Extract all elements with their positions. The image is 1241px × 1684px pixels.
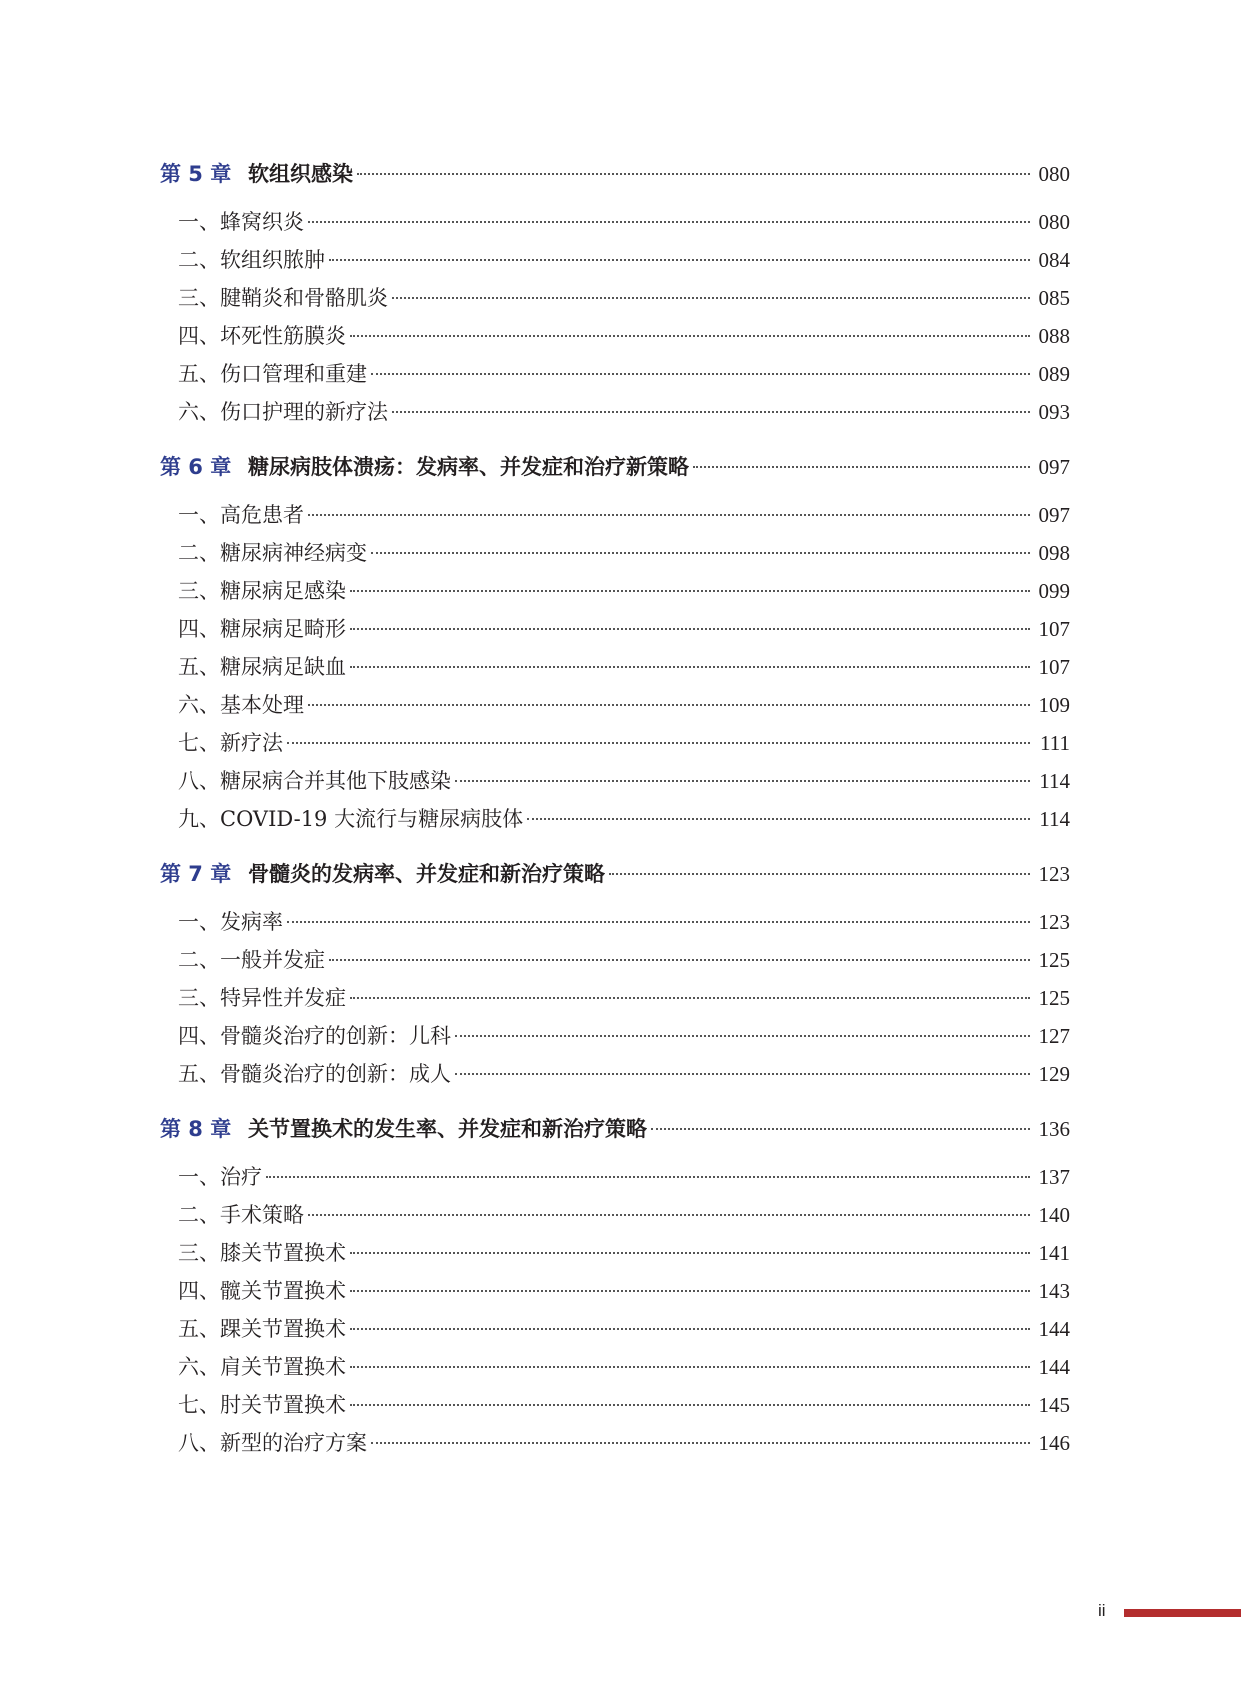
dot-leader [350,1328,1030,1330]
dot-leader [350,628,1030,630]
section-number: 七、 [178,731,220,755]
section-number: 三、 [178,1241,220,1265]
chapter-entry[interactable] [160,858,1070,898]
section-page-number: 144 [1038,1317,1070,1341]
toc-chapter [160,858,1070,1096]
section-title: 骨髓炎治疗的创新：成人 [220,1062,451,1086]
section-number: 四、 [178,324,220,348]
section-page-number: 125 [1038,948,1070,972]
section-number: 三、 [178,986,220,1010]
dot-leader [308,514,1030,516]
section-page-number: 107 [1038,655,1070,679]
section-title: 坏死性筋膜炎 [220,324,346,348]
section-title: 特异性并发症 [220,986,346,1010]
section-entry[interactable] [160,396,1070,434]
section-title: 髋关节置换术 [220,1279,346,1303]
section-title: 踝关节置换术 [220,1317,346,1341]
dot-leader [350,666,1030,668]
dot-leader [392,411,1030,413]
chapter-entry[interactable] [160,158,1070,198]
section-title: 肘关节置换术 [220,1393,346,1417]
section-number: 四、 [178,1024,220,1048]
section-title: 新疗法 [220,731,283,755]
section-entry[interactable] [160,1020,1070,1058]
section-entry[interactable] [160,906,1070,944]
section-title: 糖尿病神经病变 [220,541,367,565]
chapter-label: 第 8 章 [160,1117,232,1141]
chapter-page-number: 123 [1038,862,1070,886]
section-title: 糖尿病合并其他下肢感染 [220,769,451,793]
section-page-number: 080 [1038,210,1070,234]
section-title: 膝关节置换术 [220,1241,346,1265]
section-title: 基本处理 [220,693,304,717]
section-entry[interactable] [160,1275,1070,1313]
section-page-number: 084 [1038,248,1070,272]
dot-leader [350,1404,1030,1406]
section-entry[interactable] [160,1199,1070,1237]
section-number: 四、 [178,1279,220,1303]
section-number: 四、 [178,617,220,641]
dot-leader [350,1252,1030,1254]
dot-leader [329,259,1030,261]
section-title: 软组织脓肿 [220,248,325,272]
section-number: 一、 [178,910,220,934]
section-number: 一、 [178,210,220,234]
dot-leader [287,742,1030,744]
section-page-number: 093 [1038,400,1070,424]
section-page-number: 114 [1039,769,1070,793]
section-title: 一般并发症 [220,948,325,972]
section-number: 六、 [178,400,220,424]
section-page-number: 143 [1038,1279,1070,1303]
section-page-number: 085 [1038,286,1070,310]
page-number: ii [1098,1601,1106,1620]
chapter-title: 关节置换术的发生率、并发症和新治疗策略 [248,1117,647,1141]
dot-leader [392,297,1030,299]
dot-leader [455,780,1030,782]
section-title: 新型的治疗方案 [220,1431,367,1455]
section-entry[interactable] [160,1313,1070,1351]
section-page-number: 114 [1039,807,1070,831]
section-entry[interactable] [160,944,1070,982]
section-entry[interactable] [160,282,1070,320]
folio-accent-bar [1124,1609,1241,1617]
section-page-number: 088 [1038,324,1070,348]
section-number: 三、 [178,286,220,310]
dot-leader [455,1073,1030,1075]
chapter-label: 第 5 章 [160,162,232,186]
dot-leader [455,1035,1030,1037]
section-number: 五、 [178,362,220,386]
dot-leader [350,1366,1030,1368]
section-page-number: 097 [1038,503,1070,527]
section-title: 伤口管理和重建 [220,362,367,386]
toc-chapter [160,451,1070,841]
section-number: 七、 [178,1393,220,1417]
dot-leader [308,1214,1030,1216]
section-entry[interactable] [160,803,1070,841]
section-number: 五、 [178,655,220,679]
section-number: 一、 [178,1165,220,1189]
section-title: 糖尿病足感染 [220,579,346,603]
chapter-entry[interactable] [160,1113,1070,1153]
section-title: 手术策略 [220,1203,304,1227]
section-number: 六、 [178,693,220,717]
dot-leader [308,704,1030,706]
section-entry[interactable] [160,320,1070,358]
section-entry[interactable] [160,765,1070,803]
dot-leader [287,921,1030,923]
section-number: 三、 [178,579,220,603]
section-entry[interactable] [160,1058,1070,1096]
section-number: 五、 [178,1062,220,1086]
section-page-number: 125 [1038,986,1070,1010]
section-entry[interactable] [160,727,1070,765]
section-page-number: 144 [1038,1355,1070,1379]
section-title: 肩关节置换术 [220,1355,346,1379]
section-page-number: 099 [1038,579,1070,603]
section-page-number: 137 [1038,1165,1070,1189]
section-page-number: 146 [1038,1431,1070,1455]
dot-leader [329,959,1030,961]
dot-leader [693,466,1030,468]
section-entry[interactable] [160,499,1070,537]
section-page-number: 145 [1038,1393,1070,1417]
section-number: 五、 [178,1317,220,1341]
section-page-number: 107 [1038,617,1070,641]
section-title: 骨髓炎治疗的创新：儿科 [220,1024,451,1048]
section-entry[interactable] [160,1389,1070,1427]
section-number: 二、 [178,248,220,272]
chapter-entry[interactable] [160,451,1070,491]
section-title: 发病率 [220,910,283,934]
section-page-number: 129 [1038,1062,1070,1086]
dot-leader [308,221,1030,223]
chapter-label: 第 6 章 [160,455,232,479]
section-number: 一、 [178,503,220,527]
section-page-number: 089 [1038,362,1070,386]
dot-leader [371,1442,1030,1444]
dot-leader [371,373,1030,375]
section-entry[interactable] [160,206,1070,244]
section-number: 二、 [178,1203,220,1227]
section-page-number: 111 [1040,731,1070,755]
section-entry[interactable] [160,689,1070,727]
section-entry[interactable] [160,244,1070,282]
section-number: 八、 [178,769,220,793]
section-entry[interactable] [160,1427,1070,1465]
section-page-number: 098 [1038,541,1070,565]
toc-chapter [160,1113,1070,1465]
section-entry[interactable] [160,613,1070,651]
dot-leader [350,997,1030,999]
section-number: 九、 [178,807,220,831]
chapter-label: 第 7 章 [160,862,232,886]
section-page-number: 141 [1038,1241,1070,1265]
dot-leader [350,335,1030,337]
section-number: 八、 [178,1431,220,1455]
section-entry[interactable] [160,1161,1070,1199]
dot-leader [527,818,1030,820]
section-number: 二、 [178,948,220,972]
chapter-page-number: 097 [1038,455,1070,479]
chapter-page-number: 136 [1038,1117,1070,1141]
section-number: 二、 [178,541,220,565]
section-page-number: 140 [1038,1203,1070,1227]
dot-leader [651,1128,1030,1130]
table-of-contents [160,158,1070,1482]
dot-leader [357,173,1030,175]
section-entry[interactable] [160,651,1070,689]
section-page-number: 127 [1038,1024,1070,1048]
section-title: 糖尿病足缺血 [220,655,346,679]
section-entry[interactable] [160,1237,1070,1275]
chapter-title: 糖尿病肢体溃疡：发病率、并发症和治疗新策略 [248,455,689,479]
section-entry[interactable] [160,1351,1070,1389]
chapter-page-number: 080 [1038,162,1070,186]
chapter-title: 骨髓炎的发病率、并发症和新治疗策略 [248,862,605,886]
section-title: 高危患者 [220,503,304,527]
section-entry[interactable] [160,575,1070,613]
section-page-number: 109 [1038,693,1070,717]
section-entry[interactable] [160,358,1070,396]
section-title: 糖尿病足畸形 [220,617,346,641]
dot-leader [350,590,1030,592]
section-title: COVID-19 大流行与糖尿病肢体 [220,807,524,831]
dot-leader [266,1176,1030,1178]
section-entry[interactable] [160,537,1070,575]
toc-chapter [160,158,1070,434]
section-title: 伤口护理的新疗法 [220,400,388,424]
dot-leader [350,1290,1030,1292]
section-entry[interactable] [160,982,1070,1020]
dot-leader [371,552,1030,554]
section-title: 治疗 [220,1165,262,1189]
section-title: 腱鞘炎和骨骼肌炎 [220,286,388,310]
section-number: 六、 [178,1355,220,1379]
chapter-title: 软组织感染 [248,162,353,186]
dot-leader [609,873,1030,875]
section-page-number: 123 [1038,910,1070,934]
section-title: 蜂窝织炎 [220,210,304,234]
